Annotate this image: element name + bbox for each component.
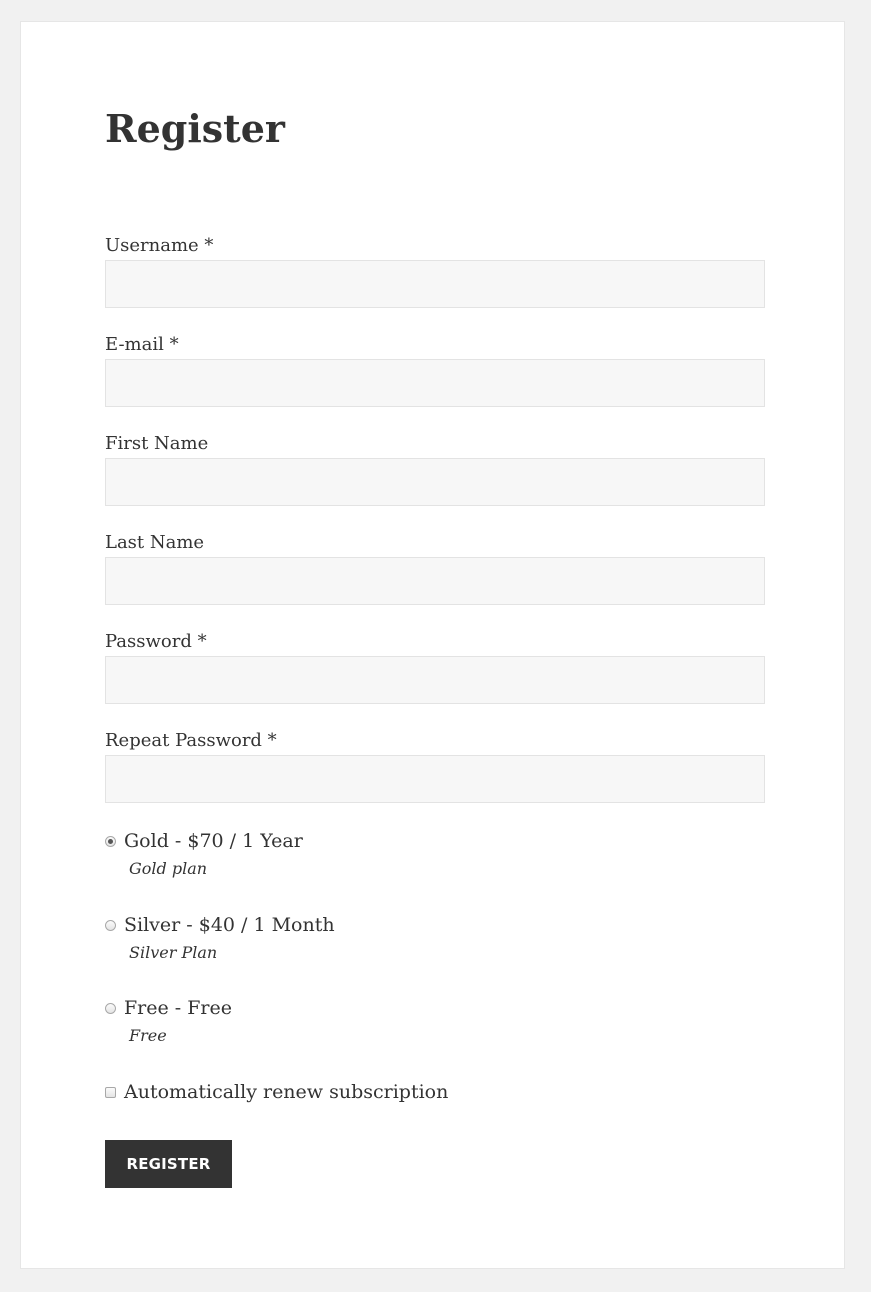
username-input[interactable]	[105, 260, 765, 308]
password-field-group	[105, 630, 765, 704]
last-name-input[interactable]	[105, 557, 765, 605]
password-input[interactable]	[105, 656, 765, 704]
plan-option-free[interactable]	[105, 995, 232, 1047]
username-label: Username *	[105, 235, 214, 256]
plan-free-description: Free	[129, 1026, 167, 1045]
plan-gold-description: Gold plan	[129, 859, 208, 878]
register-button[interactable]: REGISTER	[105, 1140, 232, 1188]
plan-gold-radio[interactable]	[105, 836, 116, 847]
repeat-password-input[interactable]	[105, 755, 765, 803]
auto-renew-label[interactable]: Automatically renew subscription	[124, 1081, 449, 1103]
first-name-label: First Name	[105, 433, 209, 454]
auto-renew-option[interactable]	[105, 1079, 448, 1105]
plan-free-radio[interactable]	[105, 1003, 116, 1014]
password-label: Password *	[105, 631, 207, 652]
last-name-field-group	[105, 531, 765, 605]
username-field-group	[105, 234, 765, 308]
repeat-password-label: Repeat Password *	[105, 730, 277, 751]
auto-renew-checkbox[interactable]	[105, 1087, 116, 1098]
last-name-label: Last Name	[105, 532, 205, 553]
plan-row[interactable]	[105, 995, 232, 1021]
plan-row[interactable]	[105, 912, 335, 938]
email-label: E-mail *	[105, 334, 179, 355]
plan-gold-label[interactable]: Gold - $70 / 1 Year	[124, 830, 303, 852]
plan-option-silver[interactable]	[105, 912, 335, 964]
plan-free-label[interactable]: Free - Free	[124, 997, 233, 1019]
page-title: Register	[105, 106, 285, 151]
email-field-group	[105, 333, 765, 407]
repeat-password-field-group	[105, 729, 765, 803]
plan-silver-label[interactable]: Silver - $40 / 1 Month	[124, 914, 335, 936]
plan-silver-description: Silver Plan	[129, 943, 218, 962]
register-card	[20, 21, 845, 1269]
email-input[interactable]	[105, 359, 765, 407]
plan-row[interactable]	[105, 828, 303, 854]
plan-silver-radio[interactable]	[105, 920, 116, 931]
plan-option-gold[interactable]	[105, 828, 303, 880]
first-name-input[interactable]	[105, 458, 765, 506]
first-name-field-group	[105, 432, 765, 506]
